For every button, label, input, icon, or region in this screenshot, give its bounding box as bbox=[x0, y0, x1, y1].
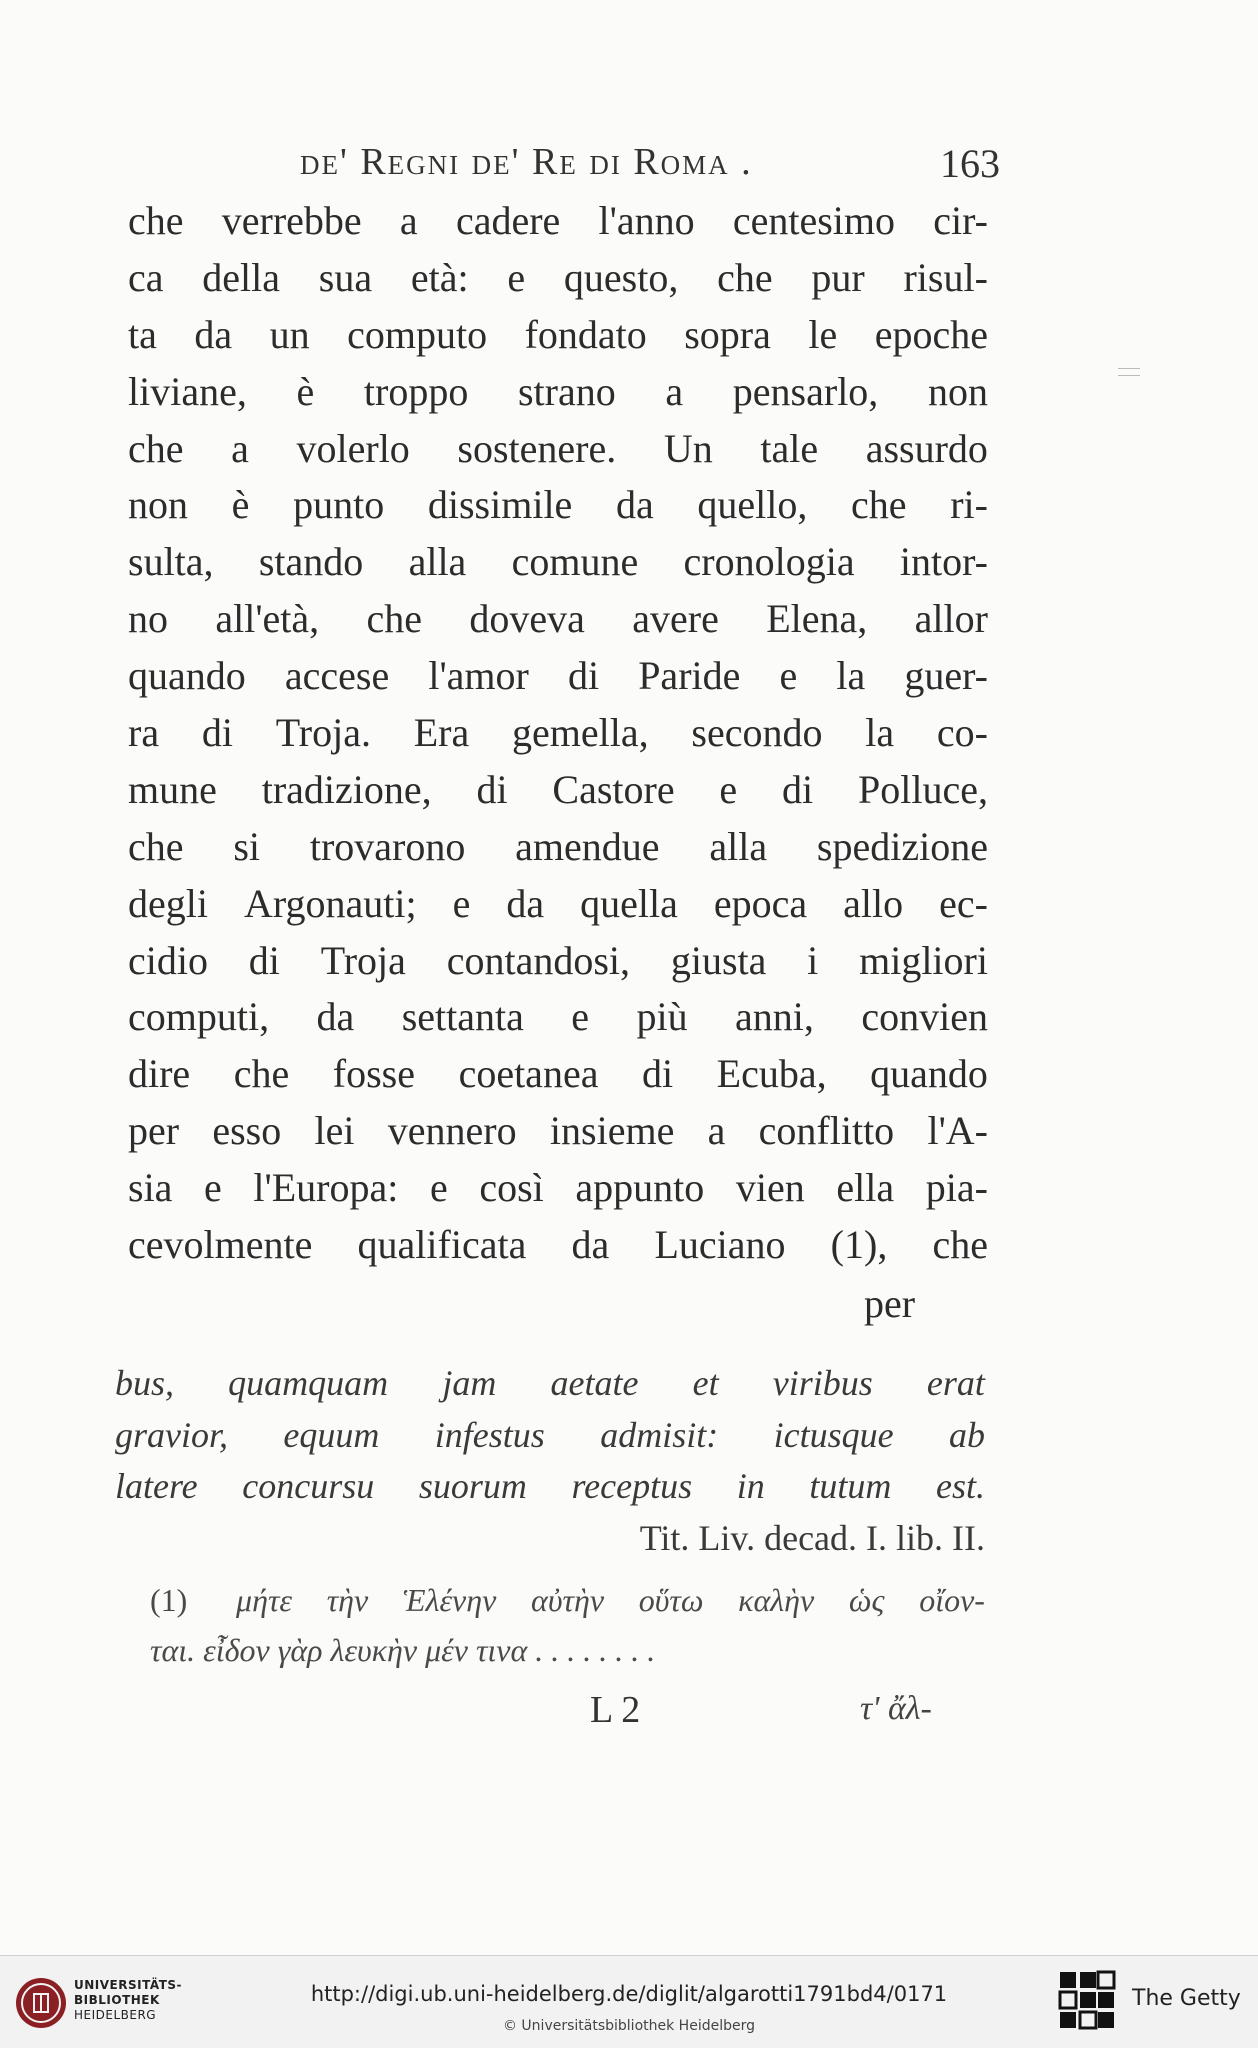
word: sulta, bbox=[128, 539, 214, 585]
word: computo bbox=[347, 311, 488, 357]
word: guer- bbox=[904, 653, 988, 699]
permalink-url[interactable]: http://digi.ub.uni-heidelberg.de/diglit/algarotti1791bd4/0171 bbox=[310, 1982, 948, 2006]
greek-word: οὕτω bbox=[638, 1582, 704, 1618]
footnotes bbox=[115, 1358, 985, 1564]
text-line bbox=[128, 1160, 988, 1217]
word: si bbox=[233, 823, 261, 869]
word: Polluce, bbox=[857, 766, 988, 812]
word: assurdo bbox=[865, 425, 988, 471]
word: e bbox=[452, 880, 471, 926]
word: questo, bbox=[563, 254, 679, 300]
greek-line-2: ται. εἶδον γὰρ λευκὴν μέν τινα . . . . . . . . bbox=[150, 1632, 656, 1668]
word: insieme bbox=[549, 1108, 675, 1154]
text-line bbox=[128, 364, 988, 421]
word: da bbox=[615, 482, 654, 528]
word: strano bbox=[517, 368, 616, 414]
word: ra bbox=[128, 710, 160, 756]
word: admisit: bbox=[600, 1414, 719, 1455]
word: di bbox=[248, 937, 280, 983]
word: da bbox=[506, 880, 545, 926]
word: età: bbox=[410, 254, 469, 300]
word: epoca bbox=[713, 880, 808, 926]
word: ictusque bbox=[773, 1414, 894, 1455]
word: sopra bbox=[684, 311, 771, 357]
text-line bbox=[128, 421, 988, 478]
margin-mark bbox=[1118, 368, 1140, 376]
word: alla bbox=[408, 539, 467, 585]
word: un bbox=[269, 311, 310, 357]
word: a bbox=[231, 425, 249, 471]
word: quella bbox=[580, 880, 678, 926]
word: ri- bbox=[950, 482, 988, 528]
word: Argonauti; bbox=[243, 880, 417, 926]
word: concursu bbox=[242, 1466, 375, 1506]
catchword: per bbox=[864, 1281, 916, 1326]
text-line bbox=[115, 1358, 985, 1410]
word: ta bbox=[128, 311, 157, 357]
word: Troja. bbox=[275, 710, 371, 756]
word: jam bbox=[442, 1363, 497, 1403]
word: vien bbox=[735, 1165, 805, 1211]
word: coetanea bbox=[458, 1051, 599, 1097]
greek-note bbox=[150, 1575, 985, 1675]
word: più bbox=[636, 994, 688, 1040]
text-line bbox=[128, 1217, 988, 1274]
signature-mark: L 2 bbox=[590, 1689, 641, 1731]
word: punto bbox=[293, 482, 385, 528]
word: no bbox=[128, 596, 168, 642]
footnote-citation bbox=[115, 1513, 985, 1565]
text-line bbox=[128, 250, 988, 307]
text-line bbox=[128, 534, 988, 591]
signature-catchword: τ' ἄλ- bbox=[860, 1690, 932, 1727]
word: pia- bbox=[925, 1165, 988, 1211]
word: troppo bbox=[363, 368, 469, 414]
word: accese bbox=[284, 653, 390, 699]
text-line bbox=[128, 307, 988, 364]
word: comune bbox=[511, 539, 639, 585]
word: ab bbox=[948, 1414, 985, 1455]
greek-line-1 bbox=[150, 1575, 985, 1625]
word: conflitto bbox=[758, 1108, 895, 1154]
word: e bbox=[429, 1165, 448, 1211]
word: ca bbox=[128, 254, 164, 300]
word: la bbox=[836, 653, 866, 699]
word: che bbox=[851, 482, 907, 528]
word: gemella, bbox=[512, 710, 649, 756]
note-number: (1) bbox=[150, 1582, 188, 1618]
word: che bbox=[932, 1222, 988, 1268]
word: amendue bbox=[515, 823, 660, 869]
word: verrebbe bbox=[221, 198, 362, 243]
word: anni, bbox=[735, 994, 814, 1040]
word: l'Europa: bbox=[253, 1165, 399, 1211]
greek-word: καλὴν bbox=[738, 1582, 815, 1618]
text-line bbox=[128, 819, 988, 876]
word: di bbox=[642, 1051, 674, 1097]
copyright-notice: © Universitätsbibliothek Heidelberg bbox=[502, 2018, 755, 2034]
word: per bbox=[128, 1108, 180, 1154]
text-line bbox=[128, 648, 988, 705]
word: giusta bbox=[670, 937, 767, 983]
word: infestus bbox=[434, 1414, 545, 1455]
word: doveva bbox=[469, 596, 585, 642]
word: degli bbox=[128, 880, 208, 926]
word: a bbox=[665, 368, 684, 414]
word: trovarono bbox=[309, 823, 466, 869]
word: mune bbox=[128, 766, 217, 812]
library-name-line-1: UNIVERSITÄTS- bbox=[74, 1978, 183, 1992]
word: esso bbox=[212, 1108, 282, 1154]
word: di bbox=[476, 766, 508, 812]
word: l'anno bbox=[598, 198, 695, 243]
word: cevolmente bbox=[128, 1222, 313, 1268]
word: spedizione bbox=[816, 823, 988, 869]
word: Era bbox=[413, 710, 470, 756]
word: di bbox=[782, 766, 814, 812]
getty-logo-icon bbox=[1058, 1970, 1116, 2032]
word: Paride bbox=[638, 653, 741, 699]
word: è bbox=[231, 482, 250, 528]
word: risul- bbox=[903, 254, 988, 300]
word: in bbox=[736, 1466, 765, 1506]
word: cronologia bbox=[683, 539, 855, 585]
greek-word: Ἑλένην bbox=[402, 1582, 497, 1618]
text-line bbox=[128, 876, 988, 933]
word: cadere bbox=[455, 198, 561, 243]
word: quamquam bbox=[228, 1363, 389, 1403]
word: erat bbox=[926, 1363, 985, 1403]
text-line bbox=[128, 591, 988, 648]
word: co- bbox=[936, 710, 988, 756]
text-line bbox=[128, 762, 988, 819]
word: e bbox=[571, 994, 590, 1040]
text-line bbox=[128, 1103, 988, 1160]
word: gravior, bbox=[115, 1414, 229, 1455]
library-name-line-3: HEIDELBERG bbox=[74, 2008, 157, 2022]
word: viribus bbox=[772, 1363, 873, 1403]
word: sia bbox=[128, 1165, 173, 1211]
word: Un bbox=[663, 425, 713, 471]
word: equum bbox=[283, 1414, 380, 1455]
word: migliori bbox=[859, 937, 988, 983]
word: all'età, bbox=[215, 596, 320, 642]
word: bus, bbox=[115, 1363, 175, 1403]
word: ec- bbox=[939, 880, 988, 926]
word: liviane, bbox=[128, 368, 247, 414]
word: da bbox=[194, 311, 233, 357]
word: convien bbox=[861, 994, 988, 1040]
greek-word: ὡς bbox=[848, 1582, 885, 1618]
footnote-lines bbox=[115, 1358, 985, 1513]
running-head bbox=[300, 140, 1000, 190]
word: dissimile bbox=[427, 482, 573, 528]
word: pensarlo, bbox=[732, 368, 879, 414]
word: fondato bbox=[524, 311, 647, 357]
word: la bbox=[865, 710, 895, 756]
word: quando bbox=[128, 653, 246, 699]
word: a bbox=[707, 1108, 726, 1154]
word: est. bbox=[935, 1466, 985, 1506]
word: vennero bbox=[387, 1108, 517, 1154]
word: a bbox=[399, 198, 418, 243]
word: da bbox=[316, 994, 355, 1040]
greek-word: τὴν bbox=[326, 1582, 369, 1618]
word: tutum bbox=[809, 1466, 892, 1506]
word: che bbox=[366, 596, 423, 642]
word: di bbox=[201, 710, 233, 756]
word: l'amor bbox=[428, 653, 529, 699]
text-line bbox=[128, 193, 988, 250]
word: e bbox=[719, 766, 738, 812]
word: ella bbox=[836, 1165, 895, 1211]
word: è bbox=[296, 368, 315, 414]
library-name-line-2: BIBLIOTHEK bbox=[74, 1993, 160, 2007]
word: che bbox=[128, 198, 184, 243]
word: receptus bbox=[571, 1466, 693, 1506]
word: suorum bbox=[418, 1466, 527, 1506]
word: pur bbox=[811, 254, 865, 300]
word: qualificata bbox=[357, 1222, 527, 1268]
word: sua bbox=[318, 254, 373, 300]
word: Luciano bbox=[654, 1222, 786, 1268]
word: così bbox=[479, 1165, 544, 1211]
word: latere bbox=[115, 1466, 198, 1506]
text-line bbox=[128, 477, 988, 534]
getty-name: The Getty bbox=[1132, 1986, 1241, 2011]
word: volerlo bbox=[296, 425, 410, 471]
word: intor- bbox=[899, 539, 988, 585]
word: cidio bbox=[128, 937, 208, 983]
word: che bbox=[128, 823, 184, 869]
body-text bbox=[128, 193, 988, 1274]
greek-word: μήτε bbox=[236, 1582, 292, 1618]
word: (1), bbox=[830, 1222, 888, 1268]
word: e bbox=[507, 254, 526, 300]
word: aetate bbox=[550, 1363, 639, 1403]
word: le bbox=[808, 311, 838, 357]
citation-text: Tit. Liv. decad. I. lib. II. bbox=[639, 1517, 985, 1558]
word: avere bbox=[632, 596, 719, 642]
word: tradizione, bbox=[261, 766, 432, 812]
word: centesimo bbox=[732, 198, 896, 243]
word: cir- bbox=[933, 198, 988, 243]
text-line bbox=[115, 1461, 985, 1513]
word: et bbox=[692, 1363, 719, 1403]
word: contandosi, bbox=[446, 937, 631, 983]
greek-word: οἴον- bbox=[919, 1582, 985, 1618]
word: Troja bbox=[320, 937, 406, 983]
word: stando bbox=[258, 539, 364, 585]
word: che bbox=[128, 425, 184, 471]
word: allor bbox=[914, 596, 988, 642]
word: e bbox=[779, 653, 798, 699]
word: quando bbox=[870, 1051, 988, 1097]
word: lei bbox=[314, 1108, 355, 1154]
greek-word: αὐτὴν bbox=[531, 1582, 605, 1618]
word: secondo bbox=[691, 710, 823, 756]
page-number: 163 bbox=[940, 141, 1000, 186]
word: Castore bbox=[552, 766, 675, 812]
word: non bbox=[927, 368, 988, 414]
text-line bbox=[128, 933, 988, 990]
word: alla bbox=[709, 823, 768, 869]
word: che bbox=[717, 254, 773, 300]
word: dire bbox=[128, 1051, 191, 1097]
word: l'A- bbox=[927, 1108, 988, 1154]
running-title: de' Regni de' Re di Roma . bbox=[300, 141, 753, 183]
word: della bbox=[202, 254, 281, 300]
word: i bbox=[807, 937, 819, 983]
text-line bbox=[128, 989, 988, 1046]
word: di bbox=[567, 653, 600, 699]
word: allo bbox=[843, 880, 904, 926]
footer-bar bbox=[0, 1955, 1258, 2048]
word: appunto bbox=[575, 1165, 705, 1211]
word: settanta bbox=[401, 994, 524, 1040]
word: sostenere. bbox=[457, 425, 617, 471]
word: tale bbox=[760, 425, 819, 471]
word: Elena, bbox=[766, 596, 868, 642]
text-line bbox=[128, 1046, 988, 1103]
word: epoche bbox=[874, 311, 988, 357]
text-line bbox=[115, 1410, 985, 1462]
word: e bbox=[204, 1165, 222, 1211]
word: computi, bbox=[128, 994, 270, 1040]
word: fosse bbox=[332, 1051, 416, 1097]
text-line bbox=[128, 705, 988, 762]
word: da bbox=[571, 1222, 610, 1268]
word: quello, bbox=[697, 482, 808, 528]
word: che bbox=[233, 1051, 290, 1097]
word: non bbox=[128, 482, 188, 528]
word: Ecuba, bbox=[716, 1051, 827, 1097]
